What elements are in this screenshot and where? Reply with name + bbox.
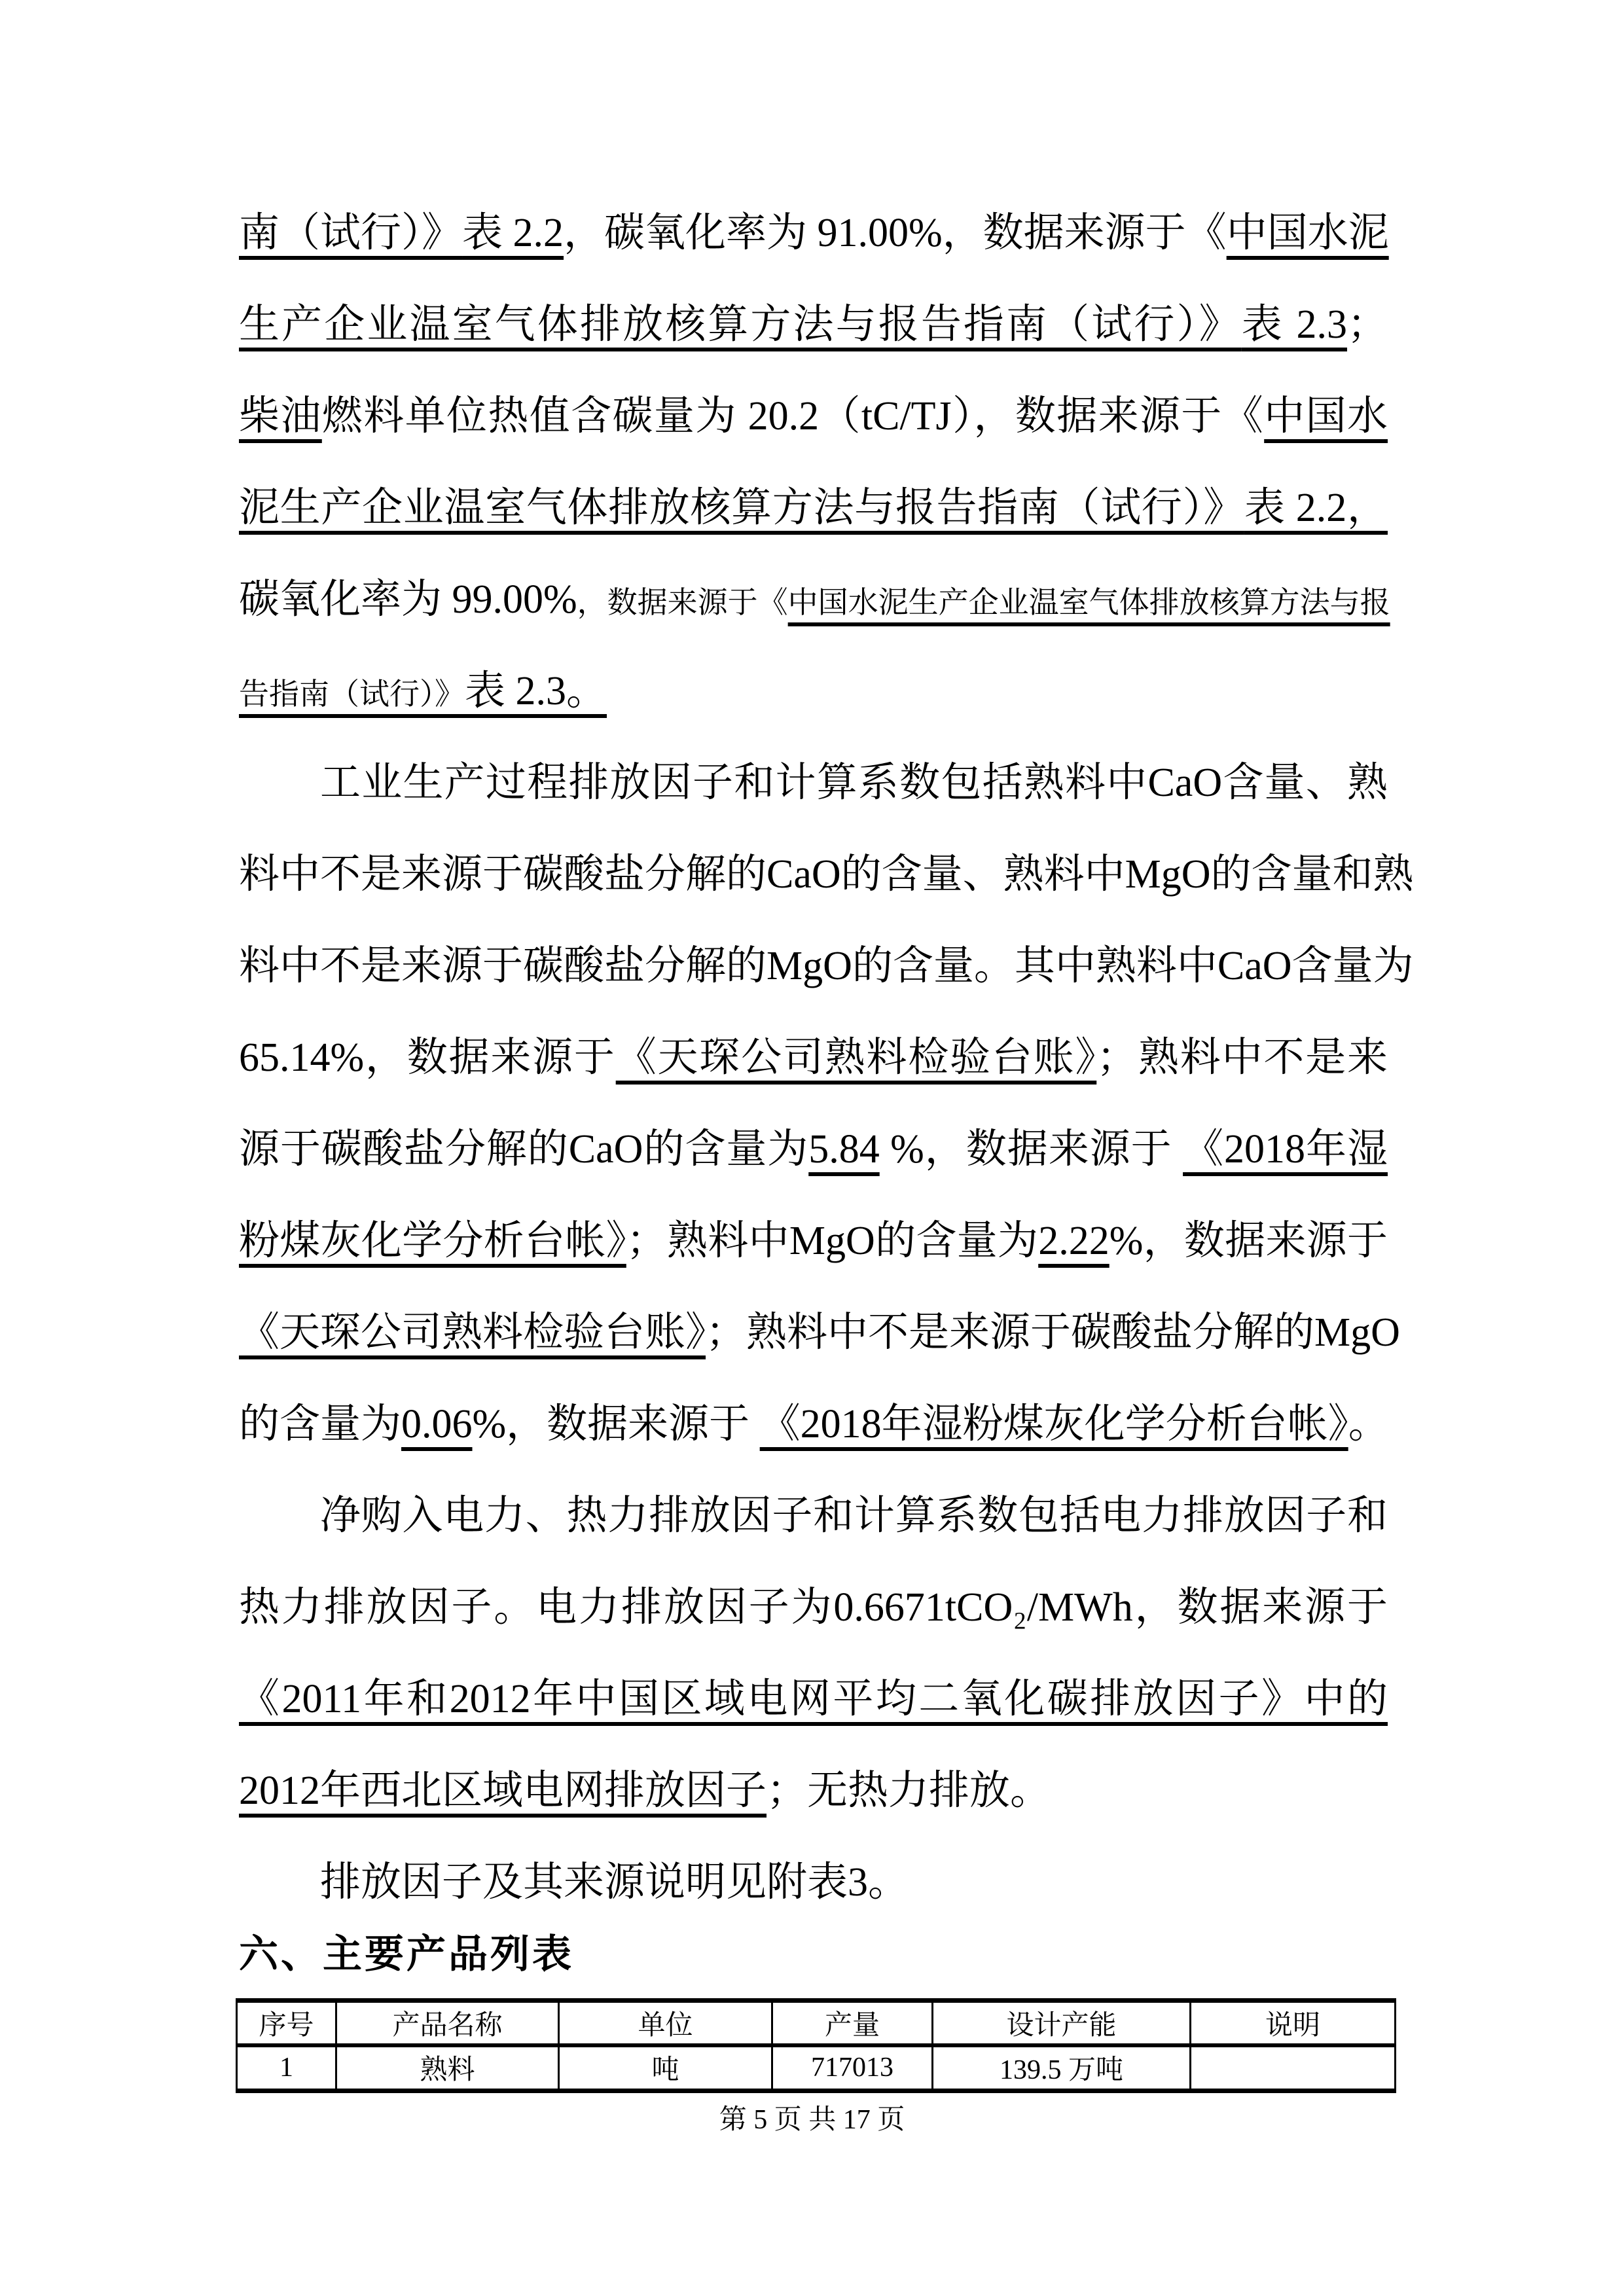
text-line (239, 1103, 1388, 1195)
underlined-text: 《天琛公司熟料检验台账》 (239, 1310, 706, 1355)
products-table-head (237, 2001, 1396, 2045)
underlined-text: 5.84 (808, 1127, 880, 1172)
text-line (239, 737, 1388, 829)
text-segment: 热力排放因子。电力排放因子为0.6671tCO₂/MWh，数据来源于 (239, 1585, 1388, 1630)
text-segment: %，数据来源于 (879, 1127, 1183, 1172)
text-segment: 燃料单位热值含碳量为 20.2（tC/TJ），数据来源于《 (321, 394, 1265, 439)
underlined-text: 表 2.3 (1241, 302, 1347, 347)
text-line (239, 462, 1388, 554)
text-line (239, 1378, 1388, 1470)
text-line (239, 1562, 1388, 1653)
text-line (239, 554, 1388, 645)
underlined-text: 表 2.2 (462, 211, 564, 255)
underlined-text: 南（试行）》 (239, 211, 463, 255)
text-segment: 的含量为 (239, 1402, 402, 1446)
text-line (239, 187, 1388, 279)
table-cell: 139.5 万吨 (933, 2045, 1191, 2091)
text-line (239, 1012, 1388, 1103)
text-segment: 净购入电力、热力排放因子和计算系数包括电力排放因子和 (320, 1494, 1388, 1538)
text-segment: ，数据来源于《 (577, 585, 788, 619)
underlined-text: 柴油 (239, 394, 322, 439)
text-line (239, 645, 1388, 737)
underlined-text: 中国水 (1264, 394, 1388, 439)
underlined-text: 中国水泥 (1226, 211, 1389, 255)
text-segment: 。 (1348, 1402, 1389, 1446)
text-line (239, 1195, 1388, 1287)
text-segment: 碳氧化率为 99.00% (239, 577, 577, 622)
underlined-text: 《2018年湿 (1183, 1127, 1388, 1172)
text-line (239, 279, 1388, 370)
text-line (239, 1837, 1388, 1928)
text-segment: 料中不是来源于碳酸盐分解的CaO的含量、熟料中MgO的含量和熟 (239, 852, 1414, 897)
table-row (237, 2045, 1396, 2091)
text-segment: 排放因子及其来源说明见附表3。 (320, 1860, 909, 1905)
underlined-text: 2.22 (1038, 1219, 1110, 1263)
underlined-text: 表 2.3。 (465, 669, 607, 713)
text-segment: ；无热力排放。 (767, 1768, 1051, 1813)
text-segment: ； (1346, 302, 1388, 347)
text-segment: 料中不是来源于碳酸盐分解的MgO的含量。其中熟料中CaO含量为 (239, 944, 1414, 988)
underlined-text: 0.06 (401, 1402, 473, 1446)
underlined-text: 告指南（试行）》 (239, 677, 465, 711)
underlined-text: 《2011年和2012年中国区域电网平均二氧化碳排放因子》中的 (239, 1677, 1388, 1721)
table-header-row (237, 2001, 1396, 2045)
text-segment: ，碳氧化率为 91.00%，数据来源于《 (564, 211, 1227, 255)
table-header-cell: 序号 (237, 2001, 336, 2045)
text-line (239, 1287, 1400, 1378)
text-segment: 源于碳酸盐分解的CaO的含量为 (239, 1127, 809, 1172)
page-footer: 第 5 页 共 17 页 (719, 2105, 905, 2135)
text-segment: 65.14%，数据来源于 (239, 1035, 616, 1080)
text-segment: 工业生产过程排放因子和计算系数包括熟料中CaO含量、熟 (320, 761, 1388, 805)
text-line (239, 370, 1388, 462)
table-cell (1191, 2045, 1396, 2091)
table-header-cell: 产品名称 (336, 2001, 559, 2045)
table-cell: 吨 (559, 2045, 772, 2091)
text-line (239, 829, 1414, 920)
table-header-cell: 设计产能 (933, 2001, 1191, 2045)
table-cell: 熟料 (336, 2045, 559, 2091)
table-cell: 717013 (772, 2045, 933, 2091)
text-segment: ；熟料中MgO的含量为 (626, 1219, 1039, 1263)
table-header-cell: 产量 (772, 2001, 933, 2045)
text-line (239, 1745, 1388, 1837)
underlined-text: 表 2.2， (1244, 486, 1388, 530)
text-segment: %，数据来源于 (472, 1402, 760, 1446)
table-cell: 1 (237, 2045, 336, 2091)
underlined-text: 2012年西北区域电网排放因子 (239, 1768, 767, 1813)
products-table-body (237, 2045, 1396, 2091)
underlined-text: 粉煤灰化学分析台帐》 (239, 1219, 626, 1263)
underlined-text: 《天琛公司熟料检验台账》 (615, 1035, 1097, 1080)
underlined-text: 《2018年湿粉煤灰化学分析台帐》 (759, 1402, 1348, 1446)
underlined-text: 生产企业温室气体排放核算方法与报告指南（试行）》 (239, 302, 1242, 347)
table-header-cell: 单位 (559, 2001, 772, 2045)
text-line (239, 920, 1414, 1012)
text-line (239, 1470, 1388, 1562)
table-header-cell: 说明 (1191, 2001, 1396, 2045)
underlined-text: 中国水泥生产企业温室气体排放核算方法与报 (787, 585, 1390, 619)
text-line (239, 1653, 1388, 1745)
underlined-text: 泥生产企业温室气体排放核算方法与报告指南（试行）》 (239, 486, 1244, 530)
text-segment: ；熟料中不是来 (1096, 1035, 1388, 1080)
products-table (236, 1998, 1396, 2093)
text-segment: %，数据来源于 (1109, 1219, 1388, 1263)
body-text (239, 187, 1414, 1928)
text-segment: ；熟料中不是来源于碳酸盐分解的MgO (706, 1310, 1400, 1355)
section-heading: 六、主要产品列表 (239, 1932, 574, 1976)
